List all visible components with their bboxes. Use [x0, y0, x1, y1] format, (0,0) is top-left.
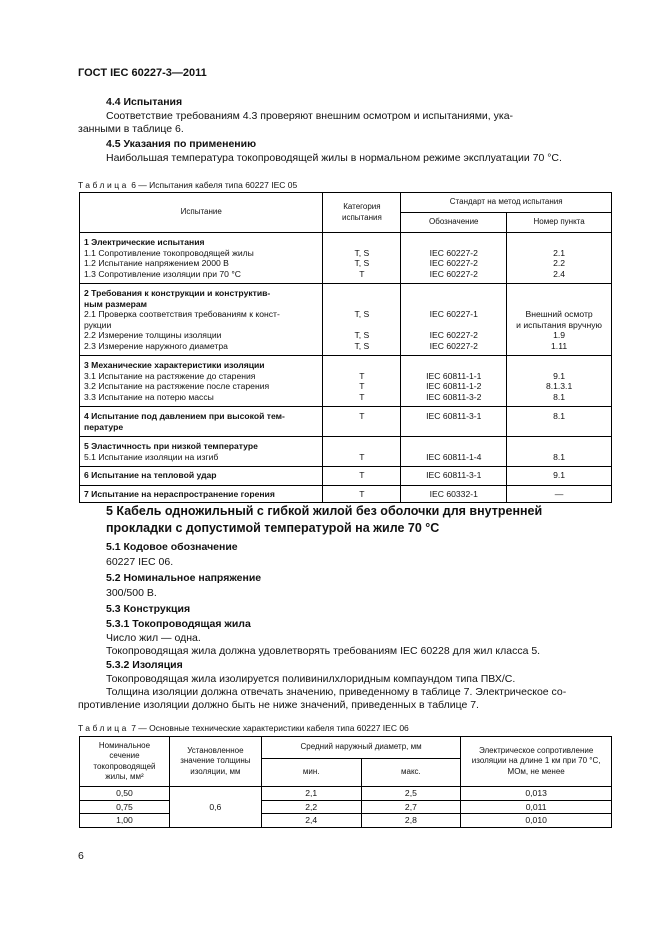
table-row: 1.1 Сопротивление токопроводящей жилы T, S IEC 60227-2 2.1	[80, 248, 612, 259]
table-row: 2.3 Измерение наружного диаметра T, S IEC 60227-2 1.11	[80, 341, 612, 356]
section-4-4-title: 4.4 Испытания	[106, 96, 183, 108]
section-4-5-text: Наибольшая температура токопроводящей жилы в нормальном режиме эксплуатации 70 °С.	[106, 152, 562, 164]
table-7	[79, 736, 612, 828]
t6-header-designation: Обозначение	[401, 213, 507, 233]
table-7-caption-prefix: Таблица	[78, 723, 129, 733]
t7-header-thickness: Установленное значение толщины изоляции, мм	[169, 737, 261, 787]
table-row: 3.1 Испытание на растяжение до старения T IEC 60811-1-1 9.1	[80, 371, 612, 382]
table-6-caption	[78, 180, 297, 190]
table-6	[79, 192, 612, 503]
table-row: 1.2 Испытание напряжением 2000 В T, S IEC 60227-2 2.2	[80, 258, 612, 269]
section-5-2-text: 300/500 В.	[106, 587, 157, 599]
section-5-3-1-title: 5.3.1 Токопроводящая жила	[106, 618, 251, 630]
section-4-4-text-line2: занными в таблице 6.	[78, 123, 184, 135]
t7-header-resistance: Электрическое сопротивление изоляции на длине 1 км при 70 °С, МОм, не менее	[461, 737, 612, 787]
table-row: 3.2 Испытание на растяжение после старения T IEC 60811-1-2 8.1.3.1	[80, 381, 612, 392]
section-5-1-title: 5.1 Кодовое обозначение	[106, 541, 238, 553]
table-row: 2.1 Проверка соответствия требованиям к конст- рукции T, S IEC 60227-1 Внешний осмотр и испытания вручную	[80, 309, 612, 330]
table-row: 1,00 2,4 2,8 0,010	[80, 814, 612, 828]
section-5-3-2-line2: Толщина изоляции должна отвечать значению, приведенному в таблице 7. Электрическое со-	[106, 686, 567, 698]
table-row: 2.2 Измерение толщины изоляции T, S IEC 60227-2 1.9	[80, 330, 612, 341]
t7-thickness-cell: 0,6	[169, 787, 261, 828]
table-row: 5.1 Испытание изоляции на изгиб T IEC 60811-1-4 8.1	[80, 452, 612, 467]
document-header: ГОСТ IEC 60227-3—2011	[78, 67, 207, 79]
table-row: 4 Испытание под давлением при высокой тем- пературе T IEC 60811-3-1 8.1	[80, 407, 612, 437]
table-row: 1.3 Сопротивление изоляции при 70 °С T IEC 60227-2 2.4	[80, 269, 612, 284]
section-4-5-title: 4.5 Указания по применению	[106, 138, 257, 150]
section-5-title-line1: 5 Кабель одножильный с гибкой жилой без оболочки для внутренней	[106, 504, 543, 518]
section-5-3-2-line3: противление изоляции должно быть не ниже значений, приведенных в таблице 7.	[78, 699, 479, 711]
table-row: 3.3 Испытание на потерю массы T IEC 60811-3-2 8.1	[80, 392, 612, 407]
t7-header-diameter: Средний наружный диаметр, мм	[261, 737, 460, 759]
t7-header-max: макс.	[361, 759, 461, 787]
section-5-3-2-line1: Токопроводящая жила изолируется поливинилхлоридным компаундом типа ПВХ/С.	[106, 673, 516, 685]
section-5-3-title: 5.3 Конструкция	[106, 603, 191, 615]
section-5-3-1-line2: Токопроводящая жила должна удовлетворять требованиям IEC 60228 для жил класса 5.	[106, 645, 541, 657]
table-7-caption-text: 7 — Основные технические характеристики кабеля типа 60227 IEC 06	[128, 723, 409, 733]
table-7-caption	[78, 723, 409, 733]
t7-header-min: мин.	[261, 759, 361, 787]
t6-header-standard: Стандарт на метод испытания	[401, 193, 612, 213]
table-row: 6 Испытание на тепловой удар T IEC 60811-3-1 9.1	[80, 467, 612, 486]
table-row: 3 Механические характеристики изоляции	[80, 356, 612, 371]
table-6-caption-prefix: Таблица	[78, 180, 129, 190]
section-5-title-line2: прокладки с допустимой температурой на жиле 70 °С	[106, 521, 440, 535]
table-row: 2 Требования к конструкции и конструктив- ным размерам	[80, 284, 612, 310]
table-row: 0,75 2,2 2,7 0,011	[80, 800, 612, 814]
section-5-3-1-line1: Число жил — одна.	[106, 632, 201, 644]
table-row: 0,50 0,6 2,1 2,5 0,013	[80, 787, 612, 801]
t6-header-test: Испытание	[80, 193, 323, 233]
t6-header-clause: Номер пункта	[507, 213, 612, 233]
t6-header-category: Категория испытания	[323, 193, 401, 233]
section-4-4-text-line1: Соответствие требованиям 4.3 проверяют внешним осмотром и испытаниями, ука-	[106, 110, 514, 122]
section-5-2-title: 5.2 Номинальное напряжение	[106, 572, 262, 584]
table-row: 1 Электрические испытания	[80, 233, 612, 248]
page-number: 6	[78, 850, 84, 862]
section-5-1-text: 60227 IEC 06.	[106, 556, 174, 568]
table-row: 5 Эластичность при низкой температуре	[80, 437, 612, 452]
section-5-3-2-title: 5.3.2 Изоляция	[106, 659, 183, 671]
t7-header-section: Номинальное сечение токопроводящей жилы, мм²	[80, 737, 170, 787]
table-6-caption-text: 6 — Испытания кабеля типа 60227 IEC 05	[128, 180, 298, 190]
table-row: 7 Испытание на нераспространение горения T IEC 60332-1 —	[80, 485, 612, 503]
